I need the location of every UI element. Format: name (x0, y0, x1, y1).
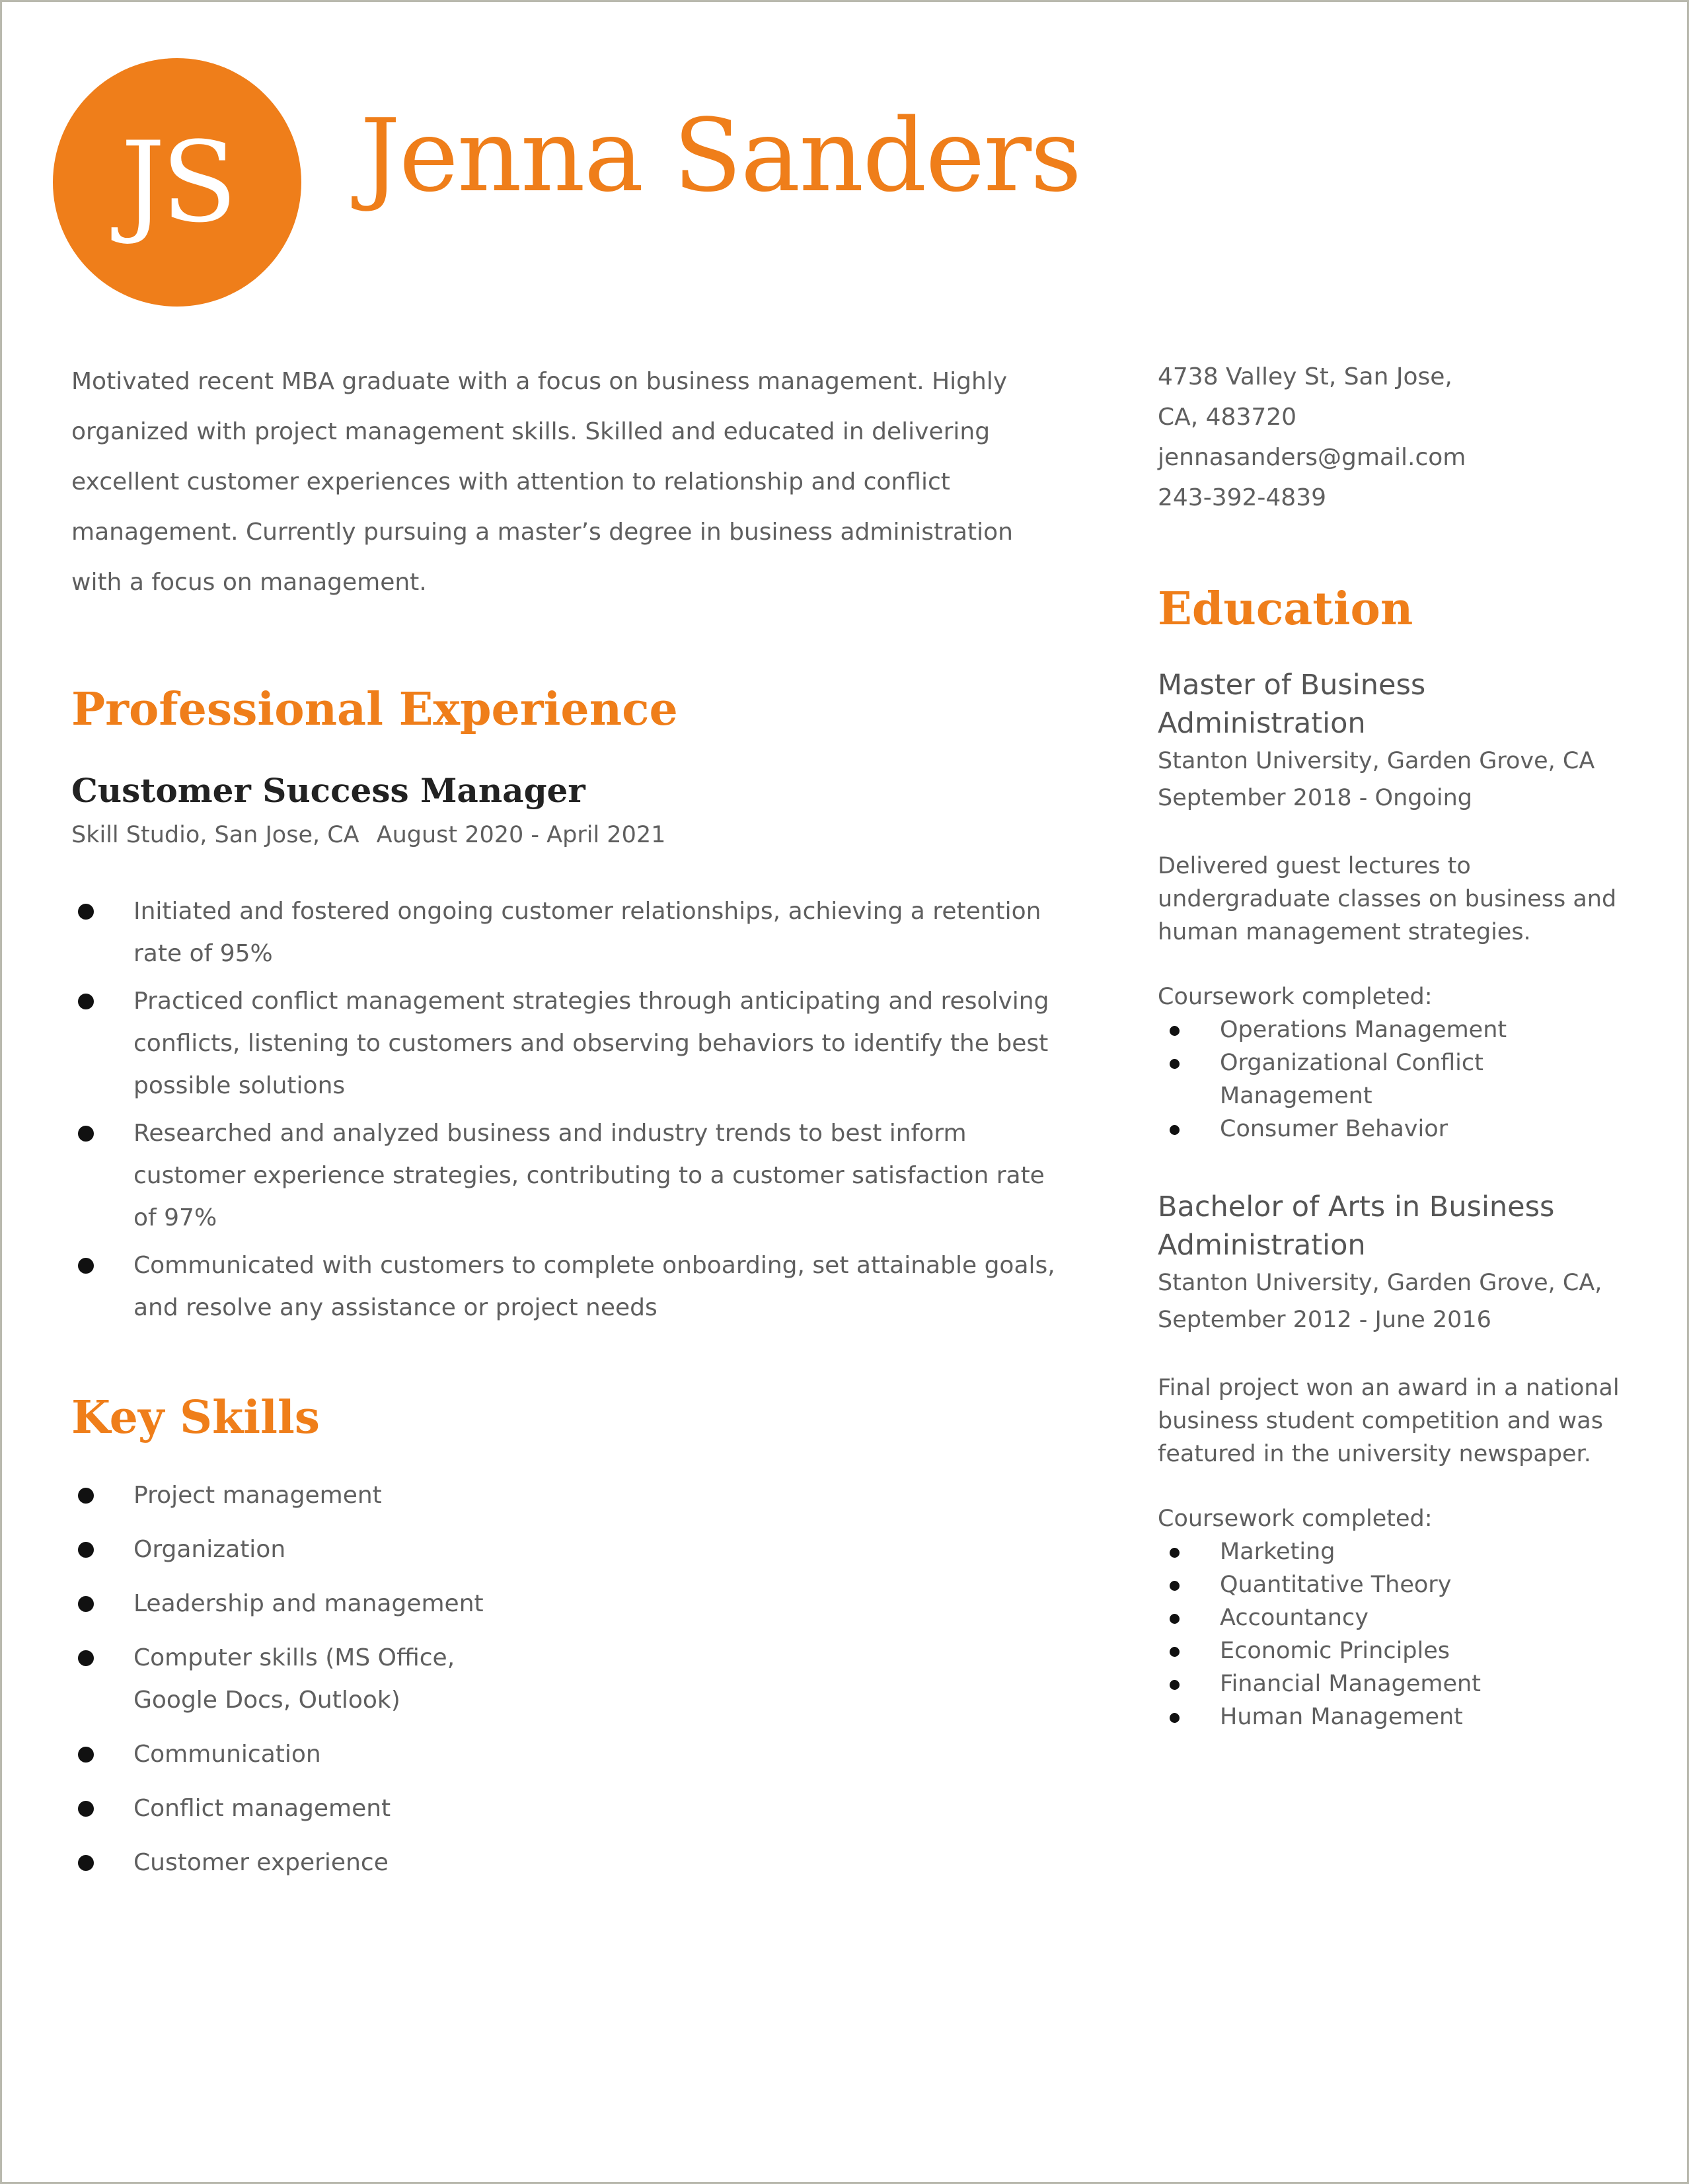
list-item: Leadership and management (71, 1583, 534, 1625)
left-column (71, 357, 1056, 1896)
list-item: Initiated and fostered ongoing customer relationships, achieving a retention rate of 95% (71, 891, 1056, 975)
list-item: Researched and analyzed business and industry trends to best inform customer experience strategies, contributing to a customer satisfaction rate of 97% (71, 1112, 1056, 1239)
coursework-label: Coursework completed: (1158, 984, 1433, 1010)
coursework-label: Coursework completed: (1158, 1506, 1433, 1532)
candidate-name: Jenna Sanders (360, 97, 1081, 214)
edu-description: Delivered guest lectures to undergraduate classes on business and human management strategies. (1158, 853, 1617, 945)
edu-description: Final project won an award in a national business student competition and was featured in the university newspaper. (1158, 1375, 1620, 1467)
list-item: Conflict management (71, 1788, 534, 1830)
education-entry (1158, 1188, 1633, 1733)
skills-list (71, 1474, 534, 1884)
job-bullets (71, 891, 1056, 1329)
section-title-skills: Key Skills (71, 1391, 320, 1444)
job-dates: August 2020 - April 2021 (376, 822, 666, 848)
education-entry (1158, 666, 1633, 1146)
list-item: Communicated with customers to complete onboarding, set attainable goals, and resolve any assistance or project needs (71, 1245, 1056, 1329)
list-item: Practiced conflict management strategies through anticipating and resolving conflicts, listening to customers and observing behaviors to identify the best possible solutions (71, 980, 1056, 1107)
list-item: Accountancy (1158, 1601, 1633, 1634)
phone: 243-392-4839 (1158, 484, 1327, 511)
contact-block (1158, 357, 1633, 518)
list-item: Computer skills (MS Office, Google Docs, Outlook) (71, 1637, 534, 1722)
address-line-1: 4738 Valley St, San Jose, (1158, 363, 1452, 390)
email: jennasanders@gmail.com (1158, 444, 1466, 471)
list-item: Organization (71, 1529, 534, 1571)
list-item: Economic Principles (1158, 1634, 1633, 1667)
edu-dates: September 2012 - June 2016 (1158, 1307, 1491, 1333)
edu-degree: Bachelor of Arts in Business Administration (1158, 1190, 1555, 1262)
list-item: Communication (71, 1733, 534, 1776)
edu-dates: September 2018 - Ongoing (1158, 785, 1473, 811)
profile-summary: Motivated recent MBA graduate with a focus on business management. Highly organized with project management skills. Skilled and educated in delivering excellent customer experiences with attention to relationship and conflict management. Currently pursuing a master’s degree in business administration with a focus on management. (71, 368, 1013, 596)
edu-degree: Master of Business Administration (1158, 669, 1426, 740)
address-line-2: CA, 483720 (1158, 404, 1297, 431)
list-item: Financial Management (1158, 1667, 1633, 1700)
edu-school: Stanton University, Garden Grove, CA (1158, 748, 1595, 774)
job-role: Customer Success Manager (71, 771, 585, 810)
section-title-education: Education (1158, 583, 1413, 636)
list-item: Marketing (1158, 1535, 1633, 1568)
coursework-list (1158, 1535, 1633, 1733)
list-item: Operations Management (1158, 1013, 1633, 1046)
list-item: Consumer Behavior (1158, 1112, 1633, 1146)
list-item: Human Management (1158, 1700, 1633, 1733)
list-item: Quantitative Theory (1158, 1568, 1633, 1601)
list-item: Project management (71, 1474, 534, 1517)
initials-text: JS (120, 118, 234, 247)
section-title-experience: Professional Experience (71, 683, 678, 736)
right-column (1158, 357, 1633, 1733)
job-company: Skill Studio, San Jose, CA (71, 822, 359, 848)
job-entry (71, 771, 1056, 1329)
initials-monogram (53, 58, 301, 307)
list-item: Organizational Conflict Management (1158, 1046, 1633, 1112)
edu-school: Stanton University, Garden Grove, CA, (1158, 1270, 1602, 1296)
coursework-list (1158, 1013, 1633, 1146)
list-item: Customer experience (71, 1842, 534, 1884)
job-meta (71, 822, 1056, 848)
